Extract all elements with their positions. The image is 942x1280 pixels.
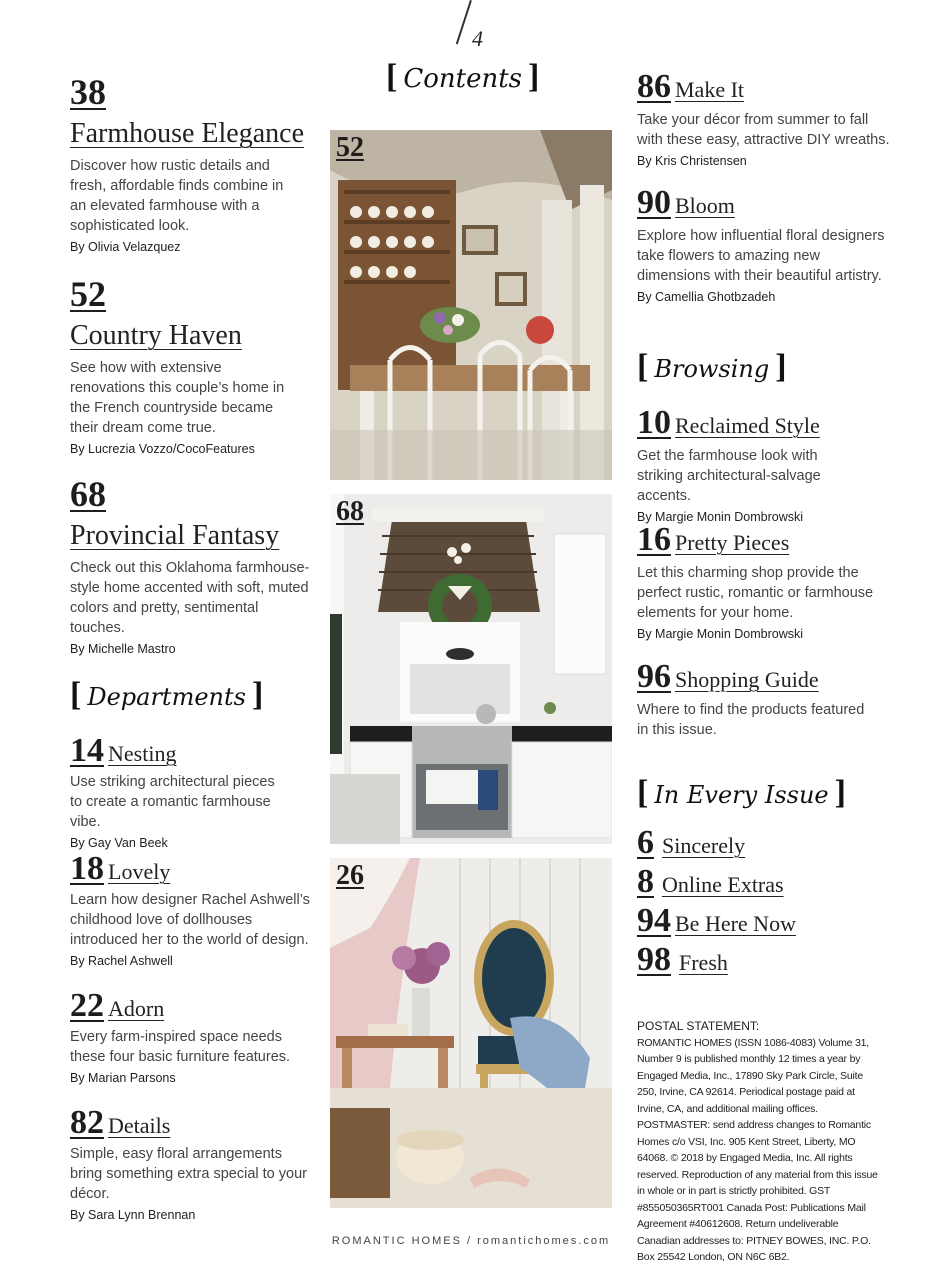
department-number: 82: [70, 1104, 104, 1141]
photo-parlor[interactable]: [330, 858, 612, 1208]
browsing-heading: [ Browsing ]: [637, 348, 787, 385]
feature-68[interactable]: [70, 474, 320, 658]
photo-kitchen[interactable]: [330, 494, 612, 844]
page-footer: ROMANTIC HOMES / romantichomes.com: [331, 1235, 611, 1247]
photo-dining-room[interactable]: [330, 130, 612, 480]
entry-number: 8: [637, 863, 654, 900]
entry-description: Where to find the products featured in this issue.: [637, 702, 865, 738]
entry-title: Shopping Guide: [675, 667, 819, 692]
feature-title: Country Haven: [70, 320, 242, 351]
department-82[interactable]: [70, 1104, 320, 1224]
department-14[interactable]: [70, 732, 320, 852]
page-slash: [456, 0, 472, 44]
every-issue-8[interactable]: [637, 863, 784, 901]
entry-title: Fresh: [679, 950, 728, 975]
postal-body: ROMANTIC HOMES (ISSN 1086-4083) Volume 31, Number 9 is published monthly 12 times a year by Engaged Media, Inc., 17890 Sky Park Circle, Suite 250, Irvine, CA 92614. Periodical postage paid at Irvine, CA, and additional mailing offices. POSTMASTER: send address changes to Romantic Homes c/o VSI, Inc. 905 Kent Street, Liberty, MO 64068. © 2018 by Engaged Media, Inc. All rights reserved. Reproduction of any material from this issue in whole or in part is strictly prohibited. GST #855050365RT001 Canada Post: Publications Mail Agreement #40612608. Return undeliverable Canadian addresses to: PITNEY BOWES, INC. P.O. Box 25542 London, ON N6C 6B2.: [637, 1036, 878, 1263]
feature-description: Check out this Oklahoma farmhouse-style home accented with soft, muted colors and pretty, sentimental touches.: [70, 560, 310, 636]
parlor-illustration: [330, 858, 612, 1208]
postal-statement: [637, 1018, 883, 1266]
department-22[interactable]: [70, 987, 320, 1087]
entry-description: Take your décor from summer to fall with these easy, attractive DIY wreaths.: [637, 112, 890, 148]
photo-page-label: 26: [336, 860, 364, 891]
kitchen-illustration: [330, 494, 612, 844]
entry-number: 10: [637, 404, 671, 441]
feature-86[interactable]: [637, 68, 907, 170]
every-issue-94[interactable]: [637, 902, 796, 940]
entry-byline: By Margie Monin Dombrowski: [637, 627, 804, 641]
department-byline: By Rachel Ashwell: [70, 954, 173, 968]
department-number: 22: [70, 987, 104, 1024]
department-number: 18: [70, 850, 104, 887]
entry-title: Sincerely: [662, 833, 746, 858]
feature-number: 68: [70, 474, 106, 514]
department-18[interactable]: [70, 850, 320, 970]
feature-byline: By Lucrezia Vozzo/CocoFeatures: [70, 442, 255, 456]
department-title: Details: [108, 1113, 171, 1138]
department-description: Learn how designer Rachel Ashwell’s childhood love of dollhouses introduced her to the world of design.: [70, 892, 310, 948]
entry-number: 86: [637, 68, 671, 105]
entry-description: Explore how influential floral designers take flowers to amazing new dimensions with their beautiful artistry.: [637, 228, 885, 284]
feature-description: Discover how rustic details and fresh, affordable finds combine in an elevated farmhouse with a sophisticated look.: [70, 158, 284, 234]
entry-number: 98: [637, 941, 671, 978]
entry-title: Be Here Now: [675, 911, 796, 936]
feature-description: See how with extensive renovations this couple’s home in the French countryside became their dream come true.: [70, 360, 285, 436]
browsing-10[interactable]: [637, 404, 907, 526]
feature-number: 52: [70, 274, 106, 314]
entry-title: Make It: [675, 77, 745, 102]
departments-heading: [ Departments ]: [70, 676, 264, 713]
entry-number: 96: [637, 658, 671, 695]
feature-number: 38: [70, 72, 106, 112]
contents-heading: [ Contents ]: [386, 58, 540, 95]
photo-page-label: 68: [336, 496, 364, 527]
postal-heading: POSTAL STATEMENT:: [637, 1019, 760, 1033]
feature-byline: By Michelle Mastro: [70, 642, 176, 656]
photo-page-label: 52: [336, 132, 364, 163]
department-number: 14: [70, 732, 104, 769]
feature-38[interactable]: [70, 72, 320, 256]
page-number: 4: [472, 26, 483, 51]
entry-description: Let this charming shop provide the perfect rustic, romantic or farmhouse elements for your home.: [637, 565, 874, 621]
feature-52[interactable]: [70, 274, 320, 458]
entry-description: Get the farmhouse look with striking architectural-salvage accents.: [637, 448, 821, 504]
feature-title: Provincial Fantasy: [70, 520, 280, 551]
browsing-16[interactable]: [637, 521, 907, 643]
department-title: Lovely: [108, 859, 171, 884]
feature-byline: By Olivia Velazquez: [70, 240, 181, 254]
department-description: Use striking architectural pieces to create a romantic farmhouse vibe.: [70, 774, 275, 830]
department-title: Adorn: [108, 996, 165, 1021]
department-title: Nesting: [108, 741, 177, 766]
entry-title: Reclaimed Style: [675, 413, 820, 438]
entry-byline: By Camellia Ghotbzadeh: [637, 290, 776, 304]
department-description: Every farm-inspired space needs these four basic furniture features.: [70, 1029, 291, 1065]
entry-byline: By Margie Monin Dombrowski: [637, 510, 804, 524]
entry-byline: By Kris Christensen: [637, 154, 747, 168]
department-description: Simple, easy floral arrangements bring something extra special to your décor.: [70, 1146, 307, 1202]
department-byline: By Gay Van Beek: [70, 836, 168, 850]
every-issue-heading: [ In Every Issue ]: [637, 774, 846, 811]
feature-90[interactable]: [637, 184, 907, 306]
department-byline: By Sara Lynn Brennan: [70, 1208, 196, 1222]
department-byline: By Marian Parsons: [70, 1071, 176, 1085]
entry-number: 94: [637, 902, 671, 939]
entry-number: 16: [637, 521, 671, 558]
dining-room-illustration: [330, 130, 612, 480]
entry-number: 90: [637, 184, 671, 221]
entry-number: 6: [637, 824, 654, 861]
every-issue-6[interactable]: [637, 824, 745, 862]
feature-title: Farmhouse Elegance: [70, 118, 305, 149]
entry-title: Pretty Pieces: [675, 530, 790, 555]
browsing-96[interactable]: [637, 658, 907, 740]
entry-title: Bloom: [675, 193, 735, 218]
entry-title: Online Extras: [662, 872, 784, 897]
every-issue-98[interactable]: [637, 941, 728, 979]
